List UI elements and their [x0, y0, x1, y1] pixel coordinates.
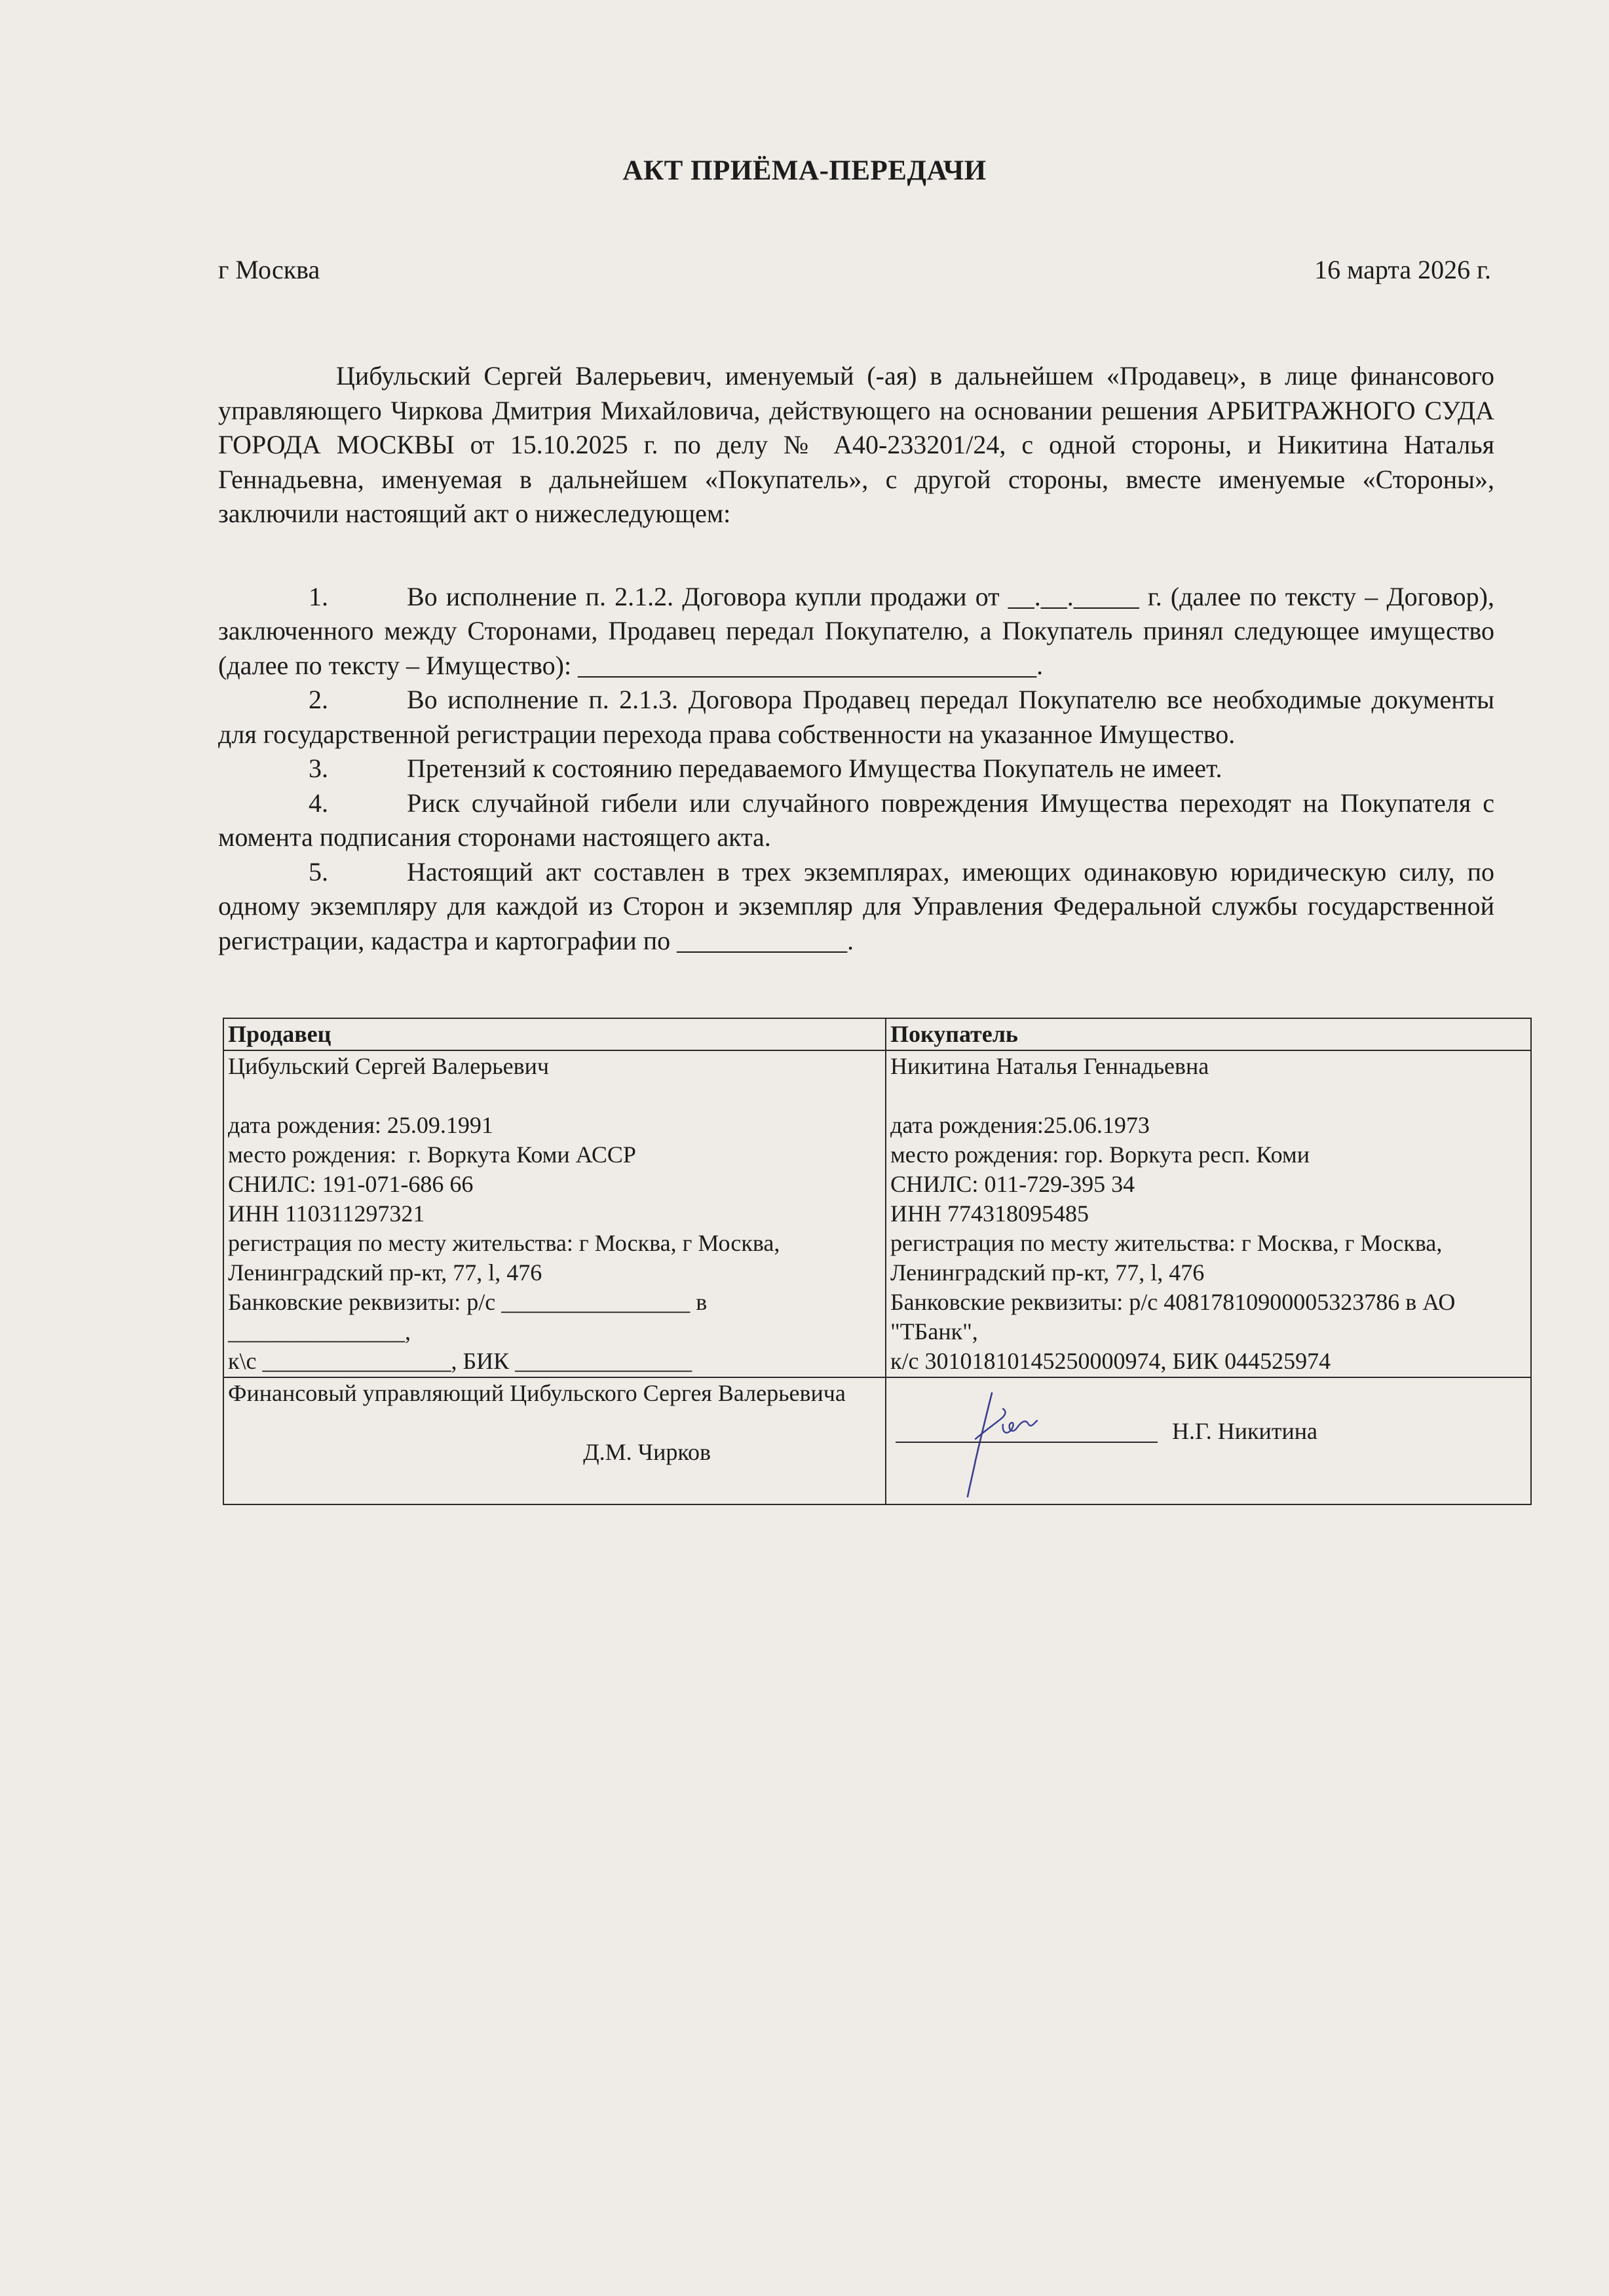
seller-snils: СНИЛС: 191-071-686 66 — [228, 1171, 474, 1197]
seller-birth-place: место рождения: г. Воркута Коми АССР — [228, 1141, 636, 1168]
buyer-bank: Банковские реквизиты: р/с 40817810900005323786 в АО "ТБанк", — [890, 1289, 1462, 1345]
buyer-ks: к/с 30101810145250000974, БИК 044525974 — [890, 1348, 1331, 1374]
buyer-header: Покупатель — [886, 1018, 1531, 1050]
buyer-signature-line — [896, 1442, 1158, 1443]
document-body — [218, 359, 1494, 958]
seller-name: Цибульский Сергей Валерьевич — [228, 1053, 549, 1079]
clause-text: Риск случайной гибели или случайного повреждения Имущества переходят на Покупателя с момента подписания сторонами настоящего акта. — [218, 788, 1494, 852]
seller-inn: ИНН 110311297321 — [228, 1200, 425, 1227]
clause-number: 1. — [309, 581, 328, 611]
clause-3 — [218, 752, 1494, 786]
clause-text: Претензий к состоянию передаваемого Имущества Покупатель не имеет. — [407, 754, 1222, 783]
seller-sign-role: Финансовый управляющий Цибульского Сергея Валерьевича — [228, 1380, 846, 1406]
clause-4 — [218, 786, 1494, 855]
blank-line — [228, 1081, 881, 1111]
seller-bank: Банковские реквизиты: р/с ________________ в _______________, — [228, 1289, 713, 1345]
clause-number: 2. — [309, 685, 328, 714]
buyer-name: Никитина Наталья Геннадьевна — [890, 1053, 1209, 1079]
party-details-row — [223, 1050, 1531, 1377]
seller-header: Продавец — [223, 1018, 886, 1050]
intro-paragraph: Цибульский Сергей Валерьевич, именуемый (-ая) в дальнейшем «Продавец», в лице финансового управляющего Чиркова Дмитрия Михайловича, действующего на основании решения АРБИТРАЖНОГО СУДА ГОРОДА МОСКВЫ от 15.10.2025 г. по делу № А40-233201/24, с одной стороны, и Никитина Наталья Геннадьевна, именуемая в дальнейшем «Покупатель», с другой стороны, вместе именуемые «Стороны», заключили настоящий акт о нижеследующем: — [218, 361, 1494, 528]
table-header-row — [223, 1018, 1531, 1050]
buyer-sign-area — [890, 1379, 1526, 1503]
buyer-inn: ИНН 774318095485 — [890, 1200, 1089, 1227]
clause-number: 3. — [309, 754, 328, 783]
seller-birth-date: дата рождения: 25.09.1991 — [228, 1112, 493, 1138]
seller-signature-cell — [223, 1377, 886, 1504]
parties-table — [223, 1018, 1532, 1505]
seller-details — [223, 1050, 886, 1377]
clause-number: 5. — [309, 856, 328, 887]
clause-text: Во исполнение п. 2.1.2. Договора купли продажи от __.__._____ г. (далее по тексту – Договор), заключенного между Сторонами, Продавец передал Покупателю, а Покупатель принял следующее имущество (далее по тексту – Имущество): ___________________________________. — [218, 581, 1494, 680]
clause-1 — [218, 580, 1494, 683]
signature-row — [223, 1377, 1531, 1504]
buyer-snils: СНИЛС: 011-729-395 34 — [890, 1171, 1135, 1197]
clause-text: Во исполнение п. 2.1.3. Договора Продавец передал Покупателю все необходимые документы для государственной регистрации перехода права собственности на указанное Имущество. — [218, 685, 1494, 749]
seller-sign-name: Д.М. Чирков — [583, 1439, 711, 1465]
clause-5 — [218, 855, 1494, 959]
clause-2 — [218, 683, 1494, 752]
buyer-sign-name: Н.Г. Никитина — [1172, 1418, 1318, 1444]
seller-registration: регистрация по месту жительства: г Москва, г Москва, Ленинградский пр-кт, 77, l, 476 — [228, 1230, 786, 1286]
document-title: АКТ ПРИЁМА-ПЕРЕДАЧИ — [622, 155, 987, 186]
buyer-birth-date: дата рождения:25.06.1973 — [890, 1112, 1150, 1138]
paragraph-gap — [218, 531, 1494, 580]
buyer-details — [886, 1050, 1531, 1377]
buyer-signature-cell — [886, 1377, 1531, 1504]
document-city: г Москва — [218, 255, 320, 284]
clause-text: Настоящий акт составлен в трех экземплярах, имеющих одинаковую юридическую силу, по одному экземпляру для каждой из Сторон и экземпляр для Управления Федеральной службы государственной регистрации, кадастра и картографии по _____________. — [218, 856, 1494, 955]
blank-line — [228, 1408, 881, 1438]
blank-line — [890, 1081, 1526, 1111]
document-date: 16 марта 2026 г. — [1314, 255, 1491, 284]
clause-number: 4. — [309, 788, 328, 818]
seller-ks: к\с ________________, БИК _______________ — [228, 1348, 692, 1374]
buyer-birth-place: место рождения: гор. Воркута респ. Коми — [890, 1141, 1310, 1168]
buyer-registration: регистрация по месту жительства: г Москва, г Москва, Ленинградский пр-кт, 77, l, 476 — [890, 1230, 1448, 1286]
